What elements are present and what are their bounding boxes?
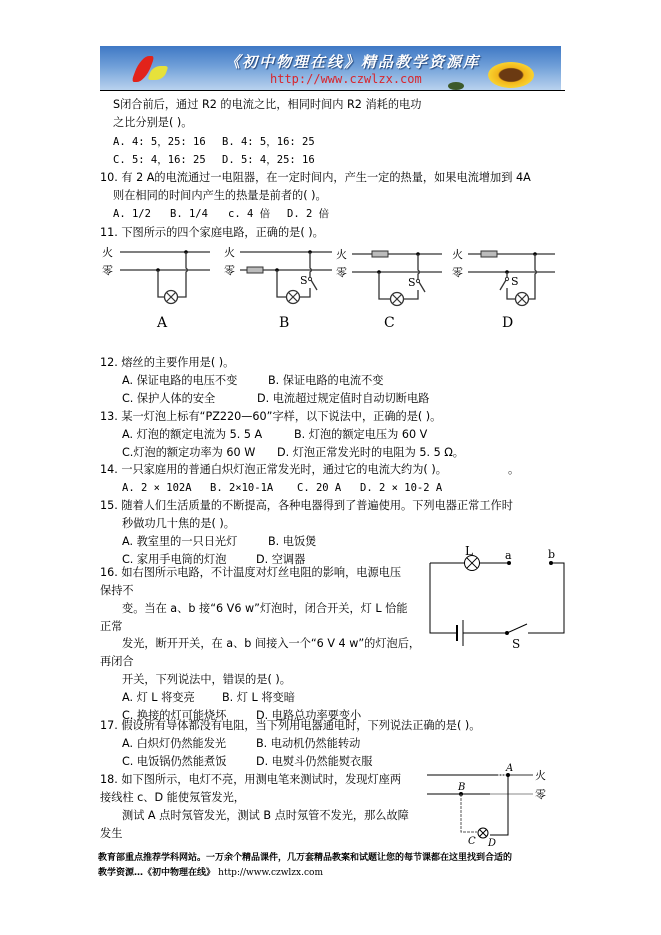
live-label: 火 [102, 246, 113, 259]
q10-line2: 则在相同的时间内产生的热量是前者的( )。 [113, 189, 327, 202]
q9-line2: 之比分别是( )。 [113, 116, 193, 129]
q16-line3: 变。当在 a、b 接“6 V6 w”灯泡时，闭合开关，灯 L 恰能 [122, 602, 408, 615]
q14-stem: 14. 一只家庭用的普通白炽灯泡正常发光时，通过它的电流大约为( )。 [100, 463, 447, 476]
point-b-label: B [458, 782, 466, 793]
lamp-icon [287, 291, 300, 304]
neutral-label: 零 [452, 266, 463, 279]
q16-line5: 发光，断开开关，在 a、b 间接入一个“6 V 4 w”的灯泡后， [122, 637, 421, 650]
q16-line2: 保持不 [100, 584, 134, 597]
q13-option-a: A. 灯泡的额定电流为 5. 5 A [122, 428, 263, 441]
q13-option-b: B. 灯泡的额定电压为 60 V [294, 428, 428, 441]
q10-stem: 10. 有 2 A的电流通过一电阻器，在一定时间内，产生一定的热量，如果电流增加到 4A [100, 171, 531, 184]
q9-option-c: C. 5: 4，16: 25 [113, 154, 206, 166]
q18-stem: 18. 如下图所示，电灯不亮，用测电笔来测试时，发现灯座两 [100, 773, 402, 786]
circuit-diagram-c [334, 243, 446, 333]
switch-icon [500, 280, 506, 290]
q16-line6: 再闭合 [100, 655, 134, 668]
switch-label: S [512, 637, 521, 651]
q16-circuit-diagram [420, 545, 570, 655]
q16-stem: 16. 如右图所示电路，不计温度对灯丝电阻的影响，电源电压 [100, 566, 402, 579]
neutral-label: 零 [336, 266, 347, 279]
q12-option-d: D. 电流超过规定值时自动切断电路 [257, 392, 430, 405]
q16-option-c: C. 换接的灯可能烧坏 [122, 709, 227, 722]
q17-stem: 17. 假设所有导体都没有电阻，当下列用电器通电时，下列说法正确的是( )。 [100, 719, 481, 732]
q10-option-c: c. 4 倍 [228, 208, 271, 220]
footer-url[interactable]: http://www.czwlzx.com [218, 868, 323, 878]
q16-line4: 正常 [100, 620, 123, 633]
q14-option-d: D. 2 × 10-2 A [360, 482, 443, 494]
header-banner [100, 46, 561, 90]
q17-option-d: D. 电熨斗仍然能熨衣服 [256, 755, 373, 768]
q12-stem: 12. 熔丝的主要作用是( )。 [100, 356, 235, 369]
lamp-icon [165, 291, 178, 304]
q17-option-a: A. 白炽灯仍然能发光 [122, 737, 227, 750]
circuit-diagram-a [100, 243, 212, 333]
q15-option-a: A. 教室里的一只日光灯 [122, 535, 238, 548]
q17-option-b: B. 电动机仍然能转动 [256, 737, 361, 750]
q10-option-b: B. 1/4 [170, 208, 208, 220]
lamp-label: L [465, 545, 473, 558]
q12-option-b: B. 保证电路的电流不变 [268, 374, 384, 387]
point-d-label: D [488, 838, 497, 848]
q16-option-a: A. 灯 L 将变亮 [122, 691, 195, 704]
fuse-icon [372, 251, 388, 257]
terminal-b-label: b [548, 548, 556, 561]
q12-option-a: A. 保证电路的电压不变 [122, 374, 238, 387]
terminal-a-label: a [505, 549, 512, 562]
q13-stem: 13. 某一灯泡上标有“PZ220—60”字样，以下说法中，正确的是( )。 [100, 410, 442, 423]
q14-option-a: A. 2 × 102A [122, 482, 192, 494]
q18-line3: 测试 A 点时氖管发光，测试 B 点时氖管不发光，那么故障 [122, 809, 409, 822]
live-label: 火 [452, 248, 463, 261]
figure-label-b: B [279, 315, 290, 331]
q15-line2: 秒做功几十焦的是( )。 [122, 517, 235, 530]
lamp-icon [391, 293, 404, 306]
fuse-icon [247, 267, 263, 273]
q14-trailing-mark: 。 [508, 463, 520, 476]
footer-line1: 教育部重点推荐学科网站。一万余个精品课件，几万套精品教案和试题让您的每节课都在这里找到合适的 [98, 853, 513, 863]
lamp-icon [478, 828, 488, 838]
footer-text: 教学资源…《初中物理在线》 [98, 868, 216, 878]
live-label: 火 [224, 246, 235, 259]
q18-line4: 发生 [100, 827, 123, 840]
q10-option-a: A. 1/2 [113, 208, 151, 220]
fuse-icon [481, 251, 497, 257]
q15-stem: 15. 随着人们生活质量的不断提高，各种电器得到了普遍使用。下列电器正常工作时 [100, 499, 513, 512]
switch-label: S [511, 275, 519, 288]
q12-option-c: C. 保护人体的安全 [122, 392, 216, 405]
circuit-diagram-d [450, 243, 562, 333]
q9-option-d: D. 5: 4，25: 16 [222, 154, 315, 166]
q18-circuit-diagram [410, 760, 570, 848]
q16-option-d: D. 电路总功率要变小 [256, 709, 362, 722]
banner-title: 《初中物理在线》精品教学资源库 [225, 53, 481, 71]
q17-option-c: C. 电饭锅仍然能煮饭 [122, 755, 227, 768]
q15-option-b: B. 电饭煲 [268, 535, 317, 548]
switch-icon [311, 280, 317, 290]
leaf-decoration [448, 82, 464, 90]
live-label: 火 [336, 248, 347, 261]
sunflower-decoration [488, 62, 534, 88]
switch-icon [507, 624, 527, 633]
q13-option-d: D. 灯泡正常发光时的电阻为 5. 5 Ω。 [277, 446, 464, 459]
q9-option-b: B. 4: 5，16: 25 [222, 136, 315, 148]
q9-option-a: A. 4: 5，25: 16 [113, 136, 206, 148]
logo-mark-yellow [147, 66, 168, 80]
q16-option-b: B. 灯 L 将变暗 [222, 691, 295, 704]
neutral-label: 零 [224, 264, 235, 277]
q11-stem: 11. 下图所示的四个家庭电路，正确的是( )。 [100, 226, 324, 239]
point-a-label: A [506, 763, 514, 774]
q10-option-d: D. 2 倍 [287, 208, 330, 220]
lamp-icon [516, 293, 529, 306]
switch-icon [419, 282, 425, 292]
figure-label-c: C [384, 315, 395, 331]
q15-option-c: C. 家用手电筒的灯泡 [122, 553, 227, 566]
point-c-label: C [468, 836, 476, 847]
banner-url[interactable]: http://www.czwlzx.com [270, 72, 422, 86]
neutral-label: 零 [102, 264, 113, 277]
switch-label: S [408, 276, 416, 289]
neutral-label: 零 [535, 788, 546, 801]
q14-option-c: C. 20 A [297, 482, 342, 494]
circuit-diagram-b [222, 243, 334, 333]
switch-label: S [300, 274, 308, 287]
q9-line1: S闭合前后，通过 R2 的电流之比，相同时间内 R2 消耗的电功 [113, 98, 422, 111]
figure-label-d: D [502, 315, 514, 331]
header-divider [100, 90, 565, 91]
footer-line2 [98, 867, 323, 880]
q16-line7: 开关，下列说法中，错误的是( )。 [122, 673, 291, 686]
figure-label-a: A [157, 315, 168, 331]
q15-option-d: D. 空调器 [256, 553, 306, 566]
live-label: 火 [535, 769, 546, 782]
q14-option-b: B. 2×10-1A [210, 482, 274, 494]
q18-line2: 接线柱 c、D 能使氖管发光， [100, 791, 245, 804]
q13-option-c: C.灯泡的额定功率为 60 W [122, 446, 256, 459]
